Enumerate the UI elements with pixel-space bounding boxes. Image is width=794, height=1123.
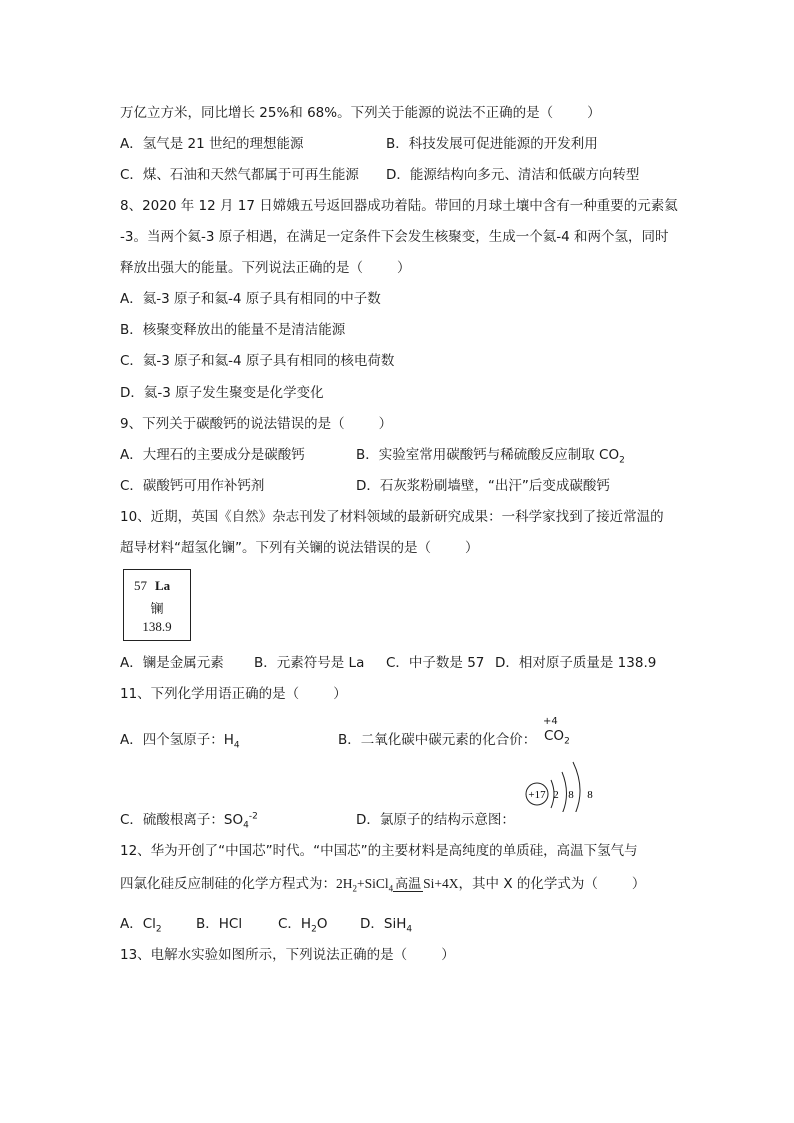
q11-option-c: C．硫酸根离子：$SO_4^{-2}$ [120,811,258,831]
q11-option-b: B．二氧化碳中碳元素的化合价： [338,732,537,748]
q10-option-a: A．镧是金属元素 [120,655,224,671]
nucleus-charge: +17 [528,789,546,801]
q11-option-d: D．氯原子的结构示意图： [356,812,515,828]
q10-option-c: C．中子数是 57 [386,655,485,671]
q12-option-b: B．HCl [196,916,243,932]
q12-stem-line1: 12、华为开创了“中国芯”时代。“中国芯”的主要材料是高纯度的单质硅，高温下氢气与 [120,843,638,859]
q7-option-c: C．煤、石油和天然气都属于可再生能源 [120,167,359,183]
q9-option-d: D．石灰浆粉刷墙壁，“出汗”后变成碳酸钙 [356,478,610,494]
q9-option-a: A．大理石的主要成分是碳酸钙 [120,447,305,463]
q8-option-c: C．氦-3 原子和氦-4 原子具有相同的核电荷数 [120,353,395,369]
q8-option-d: D．氦-3 原子发生聚变是化学变化 [120,385,324,401]
q7-option-a: A．氢气是 21 世纪的理想能源 [120,136,304,152]
shell-electrons-2: 8 [568,789,574,801]
chlorine-atom-diagram [515,752,605,812]
q12-option-a: A．$Cl_2$ [120,916,162,935]
element-name: 镧 [150,601,164,616]
q8-stem-line1: 8、2020 年 12 月 17 日嫦娥五号返回器成功着陆。带回的月球土壤中含有一种重要的元素氦 [120,198,678,214]
q7-option-b: B．科技发展可促进能源的开发利用 [386,136,598,152]
shell-electrons-3: 8 [587,789,593,801]
q10-stem-line2: 超导材料“超氢化镧”。下列有关镧的说法错误的是（ ） [120,540,479,556]
q12-stem-line2: 四氯化硅反应制硅的化学方程式为：$2H_2+SiCl_4$ 高温 Si+4X，其中 X 的化学式为（ ） [120,873,645,896]
q12-option-c: C．$H_2O$ [278,916,328,935]
element-number-symbol: 57 La [134,578,171,593]
q8-option-a: A．氦-3 原子和氦-4 原子具有相同的中子数 [120,291,381,307]
periodic-element-card [123,569,191,641]
equation: $2H_2+SiCl_4$ 高温 Si+4X [336,876,459,891]
q12-option-d: D．SiH$_4$ [360,916,413,935]
reaction-condition: 高温 [395,876,422,891]
q11-co2-formula: $CO_2$ [544,728,570,747]
q10-stem-line1: 10、近期，英国《自然》杂志刊发了材料领域的最新研究成果：一科学家找到了接近常温的 [120,509,664,525]
q8-stem-line3: 释放出强大的能量。下列说法正确的是（ ） [120,260,411,276]
q10-option-d: D．相对原子质量是 138.9 [495,655,657,671]
electron-shell-3 [573,762,580,812]
q11-valence-mark: +4 [543,716,558,727]
q11-option-a: A．四个氢原子：$H_4$ [120,732,240,751]
q7-stem-tail: 万亿立方米，同比增长 25%和 68%。下列关于能源的说法不正确的是（ ） [120,105,601,121]
q7-option-d: D．能源结构向多元、清洁和低碳方向转型 [386,167,640,183]
q9-option-b: B．实验室常用碳酸钙与稀硫酸反应制取 $CO_2$ [356,447,625,466]
shell-electrons-1: 2 [553,789,559,801]
q13-stem: 13、电解水实验如图所示，下列说法正确的是（ ） [120,947,455,963]
q8-option-b: B．核聚变释放出的能量不是清洁能源 [120,322,346,338]
element-mass: 138.9 [142,619,172,634]
q10-option-b: B．元素符号是 La [254,655,365,671]
q11-stem: 11、下列化学用语正确的是（ ） [120,686,347,702]
q8-stem-line2: -3。当两个氦-3 原子相遇，在满足一定条件下会发生核聚变，生成一个氦-4 和两个氢，同时 [120,229,669,245]
q9-stem: 9、下列关于碳酸钙的说法错误的是（ ） [120,416,393,432]
q9-option-c: C．碳酸钙可用作补钙剂 [120,478,265,494]
electron-shell-2 [562,772,567,812]
